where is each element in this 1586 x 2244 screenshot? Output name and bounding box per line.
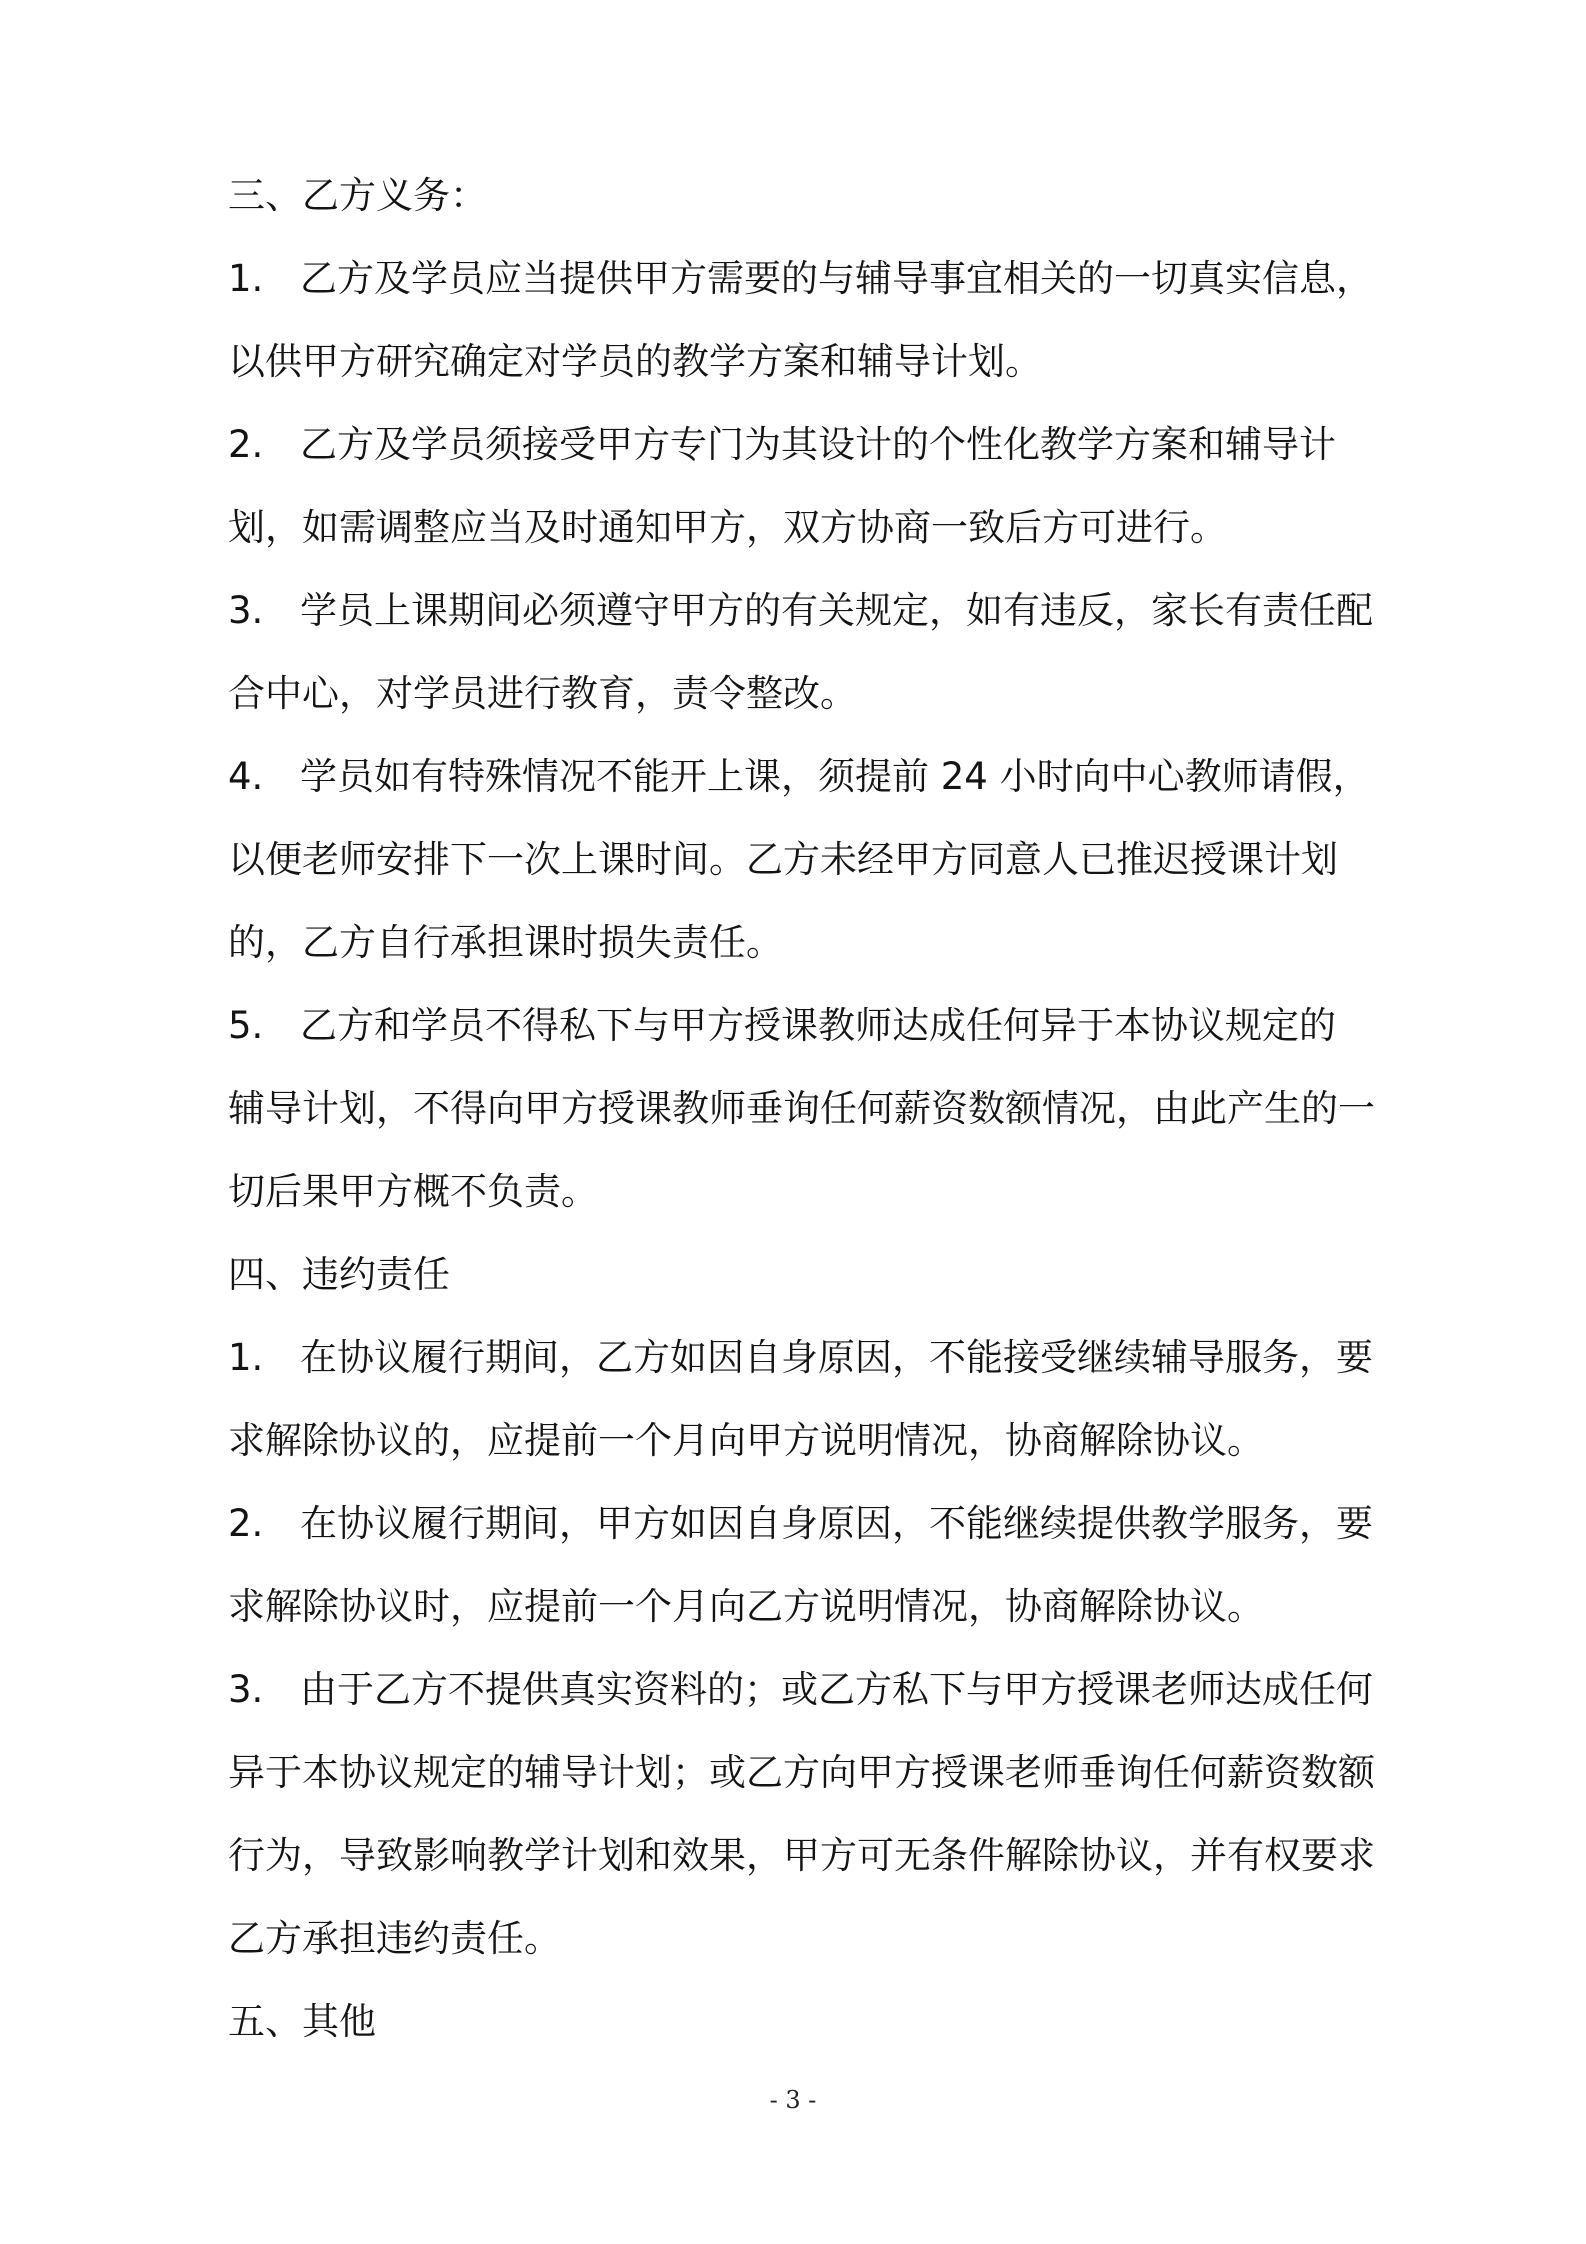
line-text: 学员如有特殊情况不能开上课，须提前 24 小时向中心教师请假， <box>300 755 1370 798</box>
text-line <box>228 1897 1388 1980</box>
line-text: 由于乙方不提供真实资料的；或乙方私下与甲方授课老师达成任何 <box>300 1668 1373 1711</box>
line-text: 切后果甲方概不负责。 <box>228 1170 598 1213</box>
section-heading <box>228 1980 1388 2063</box>
list-item <box>228 237 1388 320</box>
list-number: 1. <box>228 257 264 300</box>
text-line <box>228 1067 1388 1150</box>
list-item <box>228 1482 1388 1565</box>
line-text: 乙方及学员应当提供甲方需要的与辅导事宜相关的一切真实信息， <box>300 257 1373 300</box>
list-item <box>228 984 1388 1067</box>
document-body <box>228 154 1388 2063</box>
line-text: 划，如需调整应当及时通知甲方，双方协商一致后方可进行。 <box>228 506 1227 549</box>
list-number: 4. <box>228 755 264 798</box>
list-number: 5. <box>228 1004 264 1047</box>
text-line <box>228 1565 1388 1648</box>
text-line <box>228 818 1388 901</box>
list-number: 2. <box>228 1502 264 1545</box>
line-text: 合中心，对学员进行教育，责令整改。 <box>228 672 857 715</box>
list-item <box>228 569 1388 652</box>
line-text: 学员上课期间必须遵守甲方的有关规定，如有违反，家长有责任配 <box>300 589 1373 632</box>
line-text: 以供甲方研究确定对学员的教学方案和辅导计划。 <box>228 340 1042 383</box>
list-number: 2. <box>228 423 264 466</box>
line-text: 四、违约责任 <box>228 1253 450 1296</box>
section-heading <box>228 1233 1388 1316</box>
text-line <box>228 1399 1388 1482</box>
list-item <box>228 403 1388 486</box>
text-line <box>228 901 1388 984</box>
line-text: 异于本协议规定的辅导计划；或乙方向甲方授课老师垂询任何薪资数额 <box>228 1751 1375 1794</box>
text-line <box>228 1731 1388 1814</box>
list-number: 1. <box>228 1336 264 1379</box>
page-number: - 3 - <box>769 2086 817 2114</box>
list-number: 3. <box>228 1668 264 1711</box>
text-line <box>228 486 1388 569</box>
line-text: 五、其他 <box>228 2000 376 2043</box>
list-item <box>228 735 1388 818</box>
text-line <box>228 1814 1388 1897</box>
line-text: 辅导计划，不得向甲方授课教师垂询任何薪资数额情况，由此产生的一 <box>228 1087 1375 1130</box>
list-number: 3. <box>228 589 264 632</box>
text-line <box>228 1150 1388 1233</box>
line-text: 乙方和学员不得私下与甲方授课教师达成任何异于本协议规定的 <box>300 1004 1336 1047</box>
line-text: 乙方承担违约责任。 <box>228 1917 561 1960</box>
list-item <box>228 1648 1388 1731</box>
line-text: 三、乙方义务： <box>228 174 487 217</box>
line-text: 在协议履行期间，甲方如因自身原因，不能继续提供教学服务，要 <box>300 1502 1373 1545</box>
section-heading <box>228 154 1388 237</box>
text-line <box>228 320 1388 403</box>
line-text: 在协议履行期间，乙方如因自身原因，不能接受继续辅导服务，要 <box>300 1336 1373 1379</box>
list-item <box>228 1316 1388 1399</box>
line-text: 行为，导致影响教学计划和效果，甲方可无条件解除协议，并有权要求 <box>228 1834 1375 1877</box>
line-text: 的，乙方自行承担课时损失责任。 <box>228 921 783 964</box>
line-text: 求解除协议的，应提前一个月向甲方说明情况，协商解除协议。 <box>228 1419 1264 1462</box>
line-text: 以便老师安排下一次上课时间。乙方未经甲方同意人已推迟授课计划 <box>228 838 1338 881</box>
text-line <box>228 652 1388 735</box>
line-text: 乙方及学员须接受甲方专门为其设计的个性化教学方案和辅导计 <box>300 423 1336 466</box>
line-text: 求解除协议时，应提前一个月向乙方说明情况，协商解除协议。 <box>228 1585 1264 1628</box>
